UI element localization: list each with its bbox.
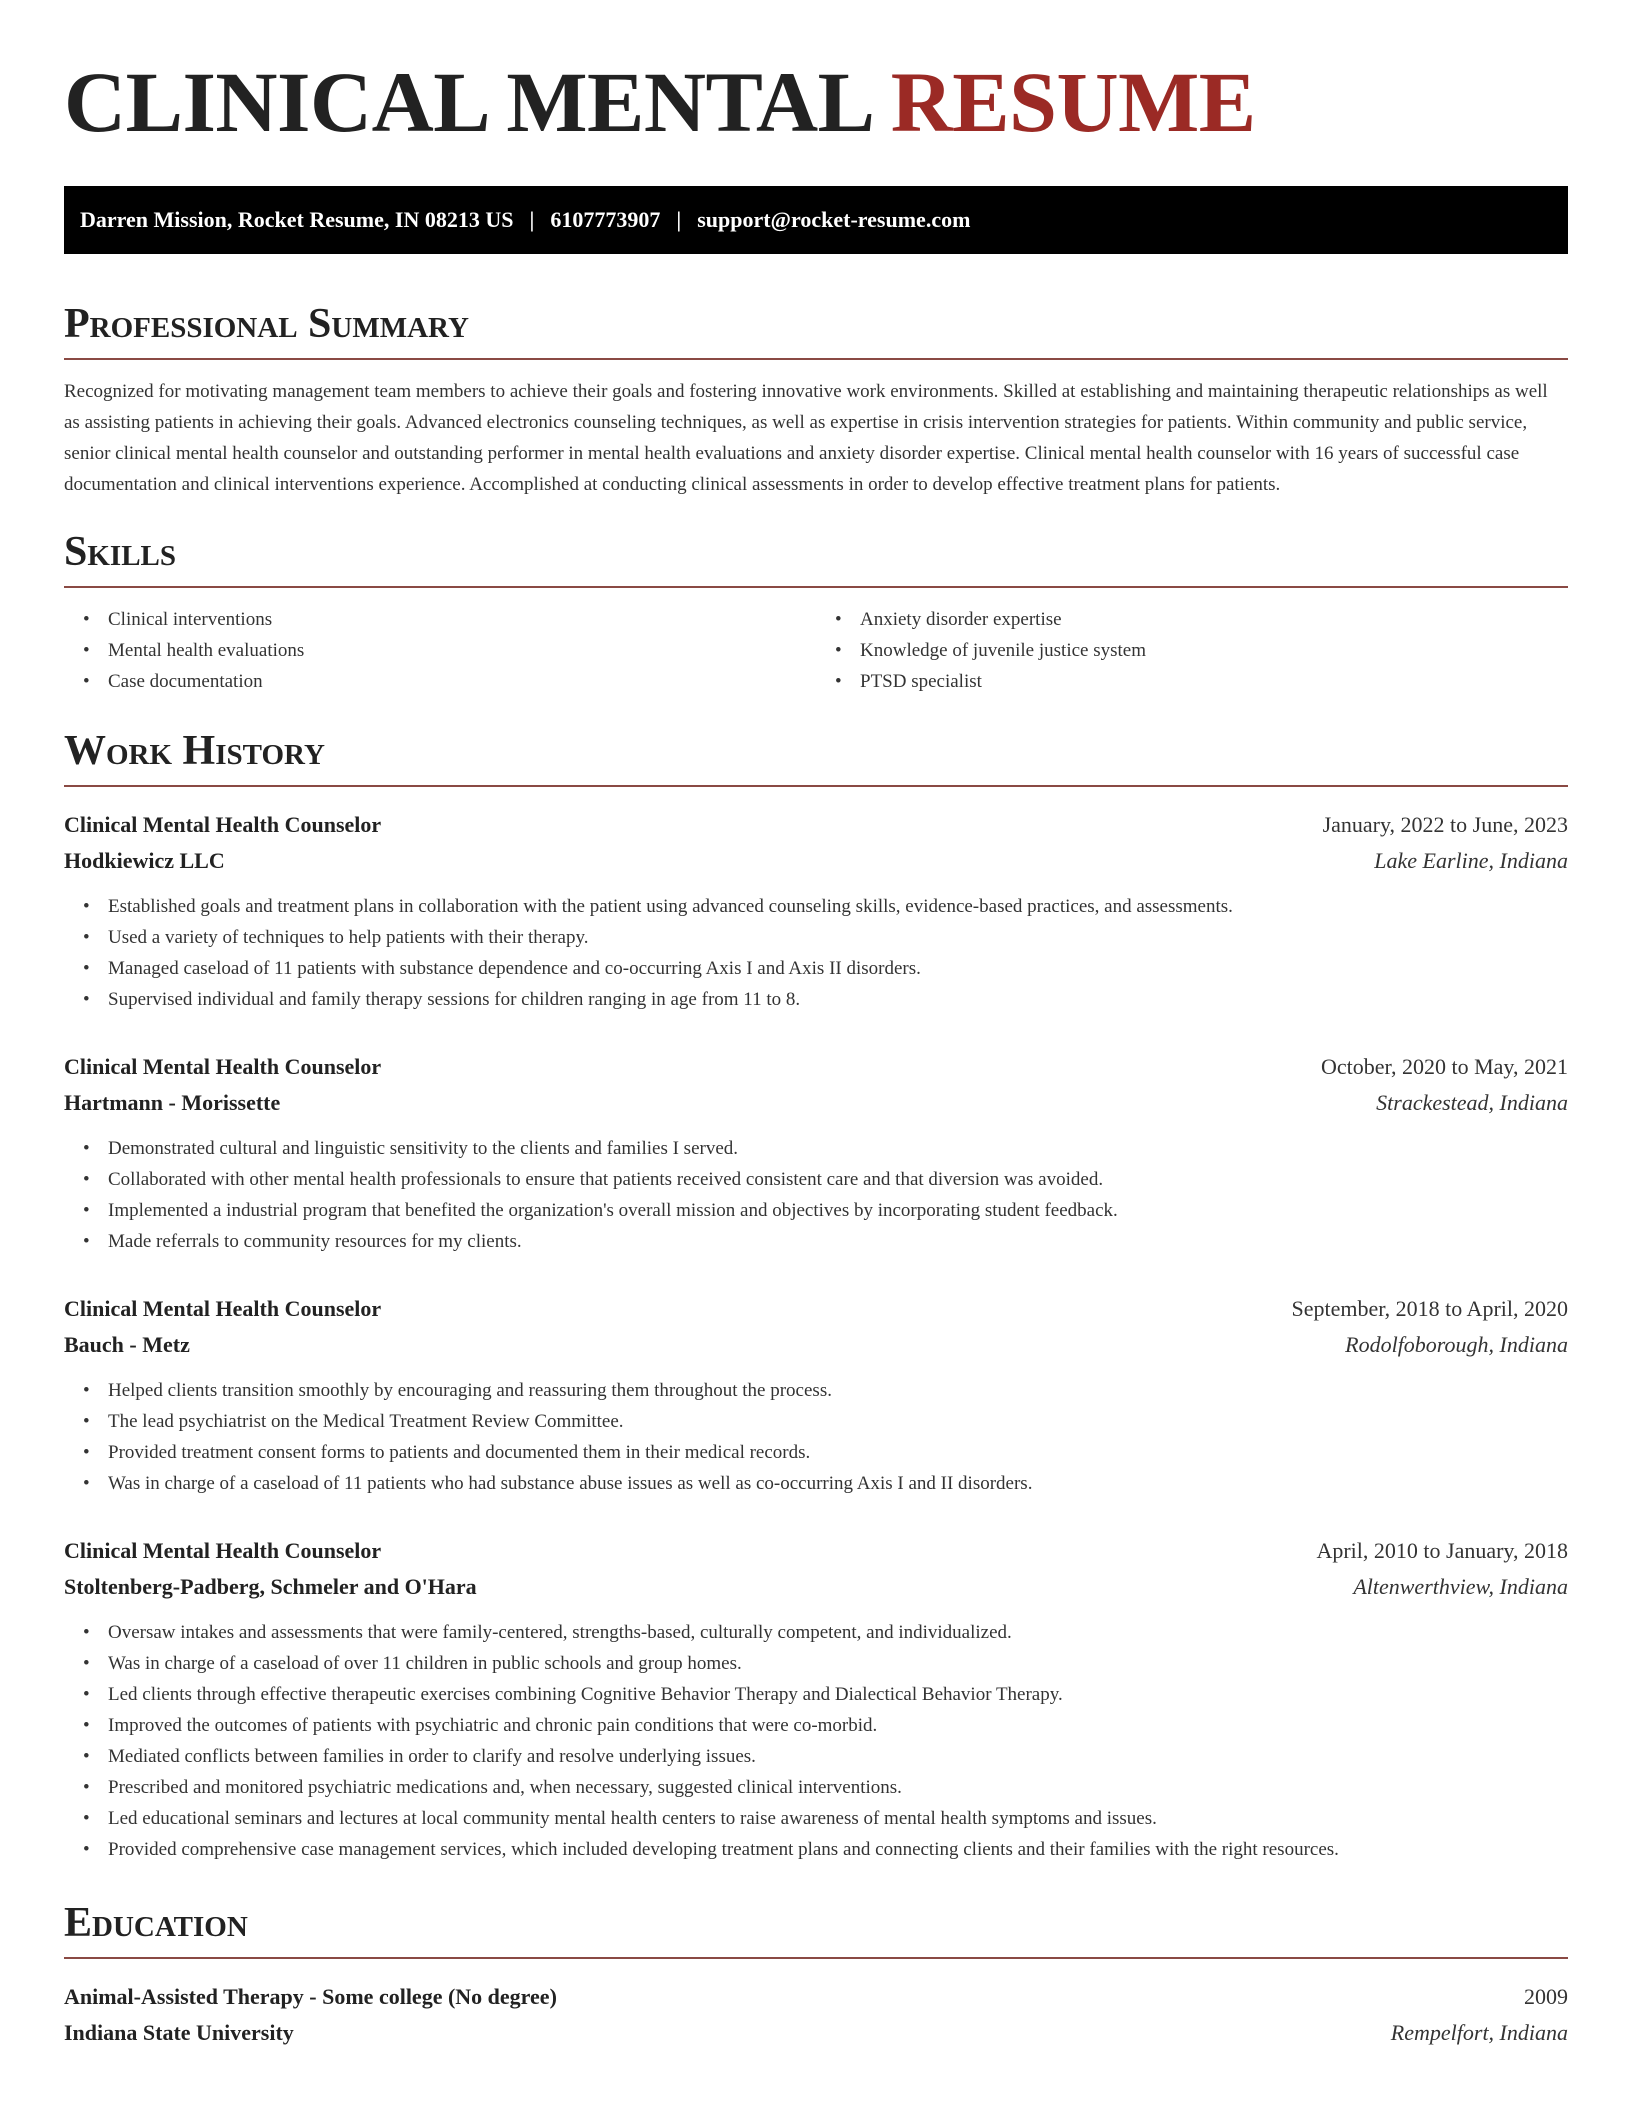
skills-list [64,604,1568,697]
title-accent: RESUME [890,54,1256,150]
job-location: Strackestead, Indiana [1376,1090,1568,1115]
bullet-icon: • [83,1411,90,1432]
job-duty: • Was in charge of a caseload of over 11 children in public schools and group homes. [64,1648,1568,1679]
contact-phone[interactable]: 6107773907 [550,207,661,232]
bullet-icon: • [83,1684,90,1705]
job-title: Clinical Mental Health Counselor [64,1296,382,1321]
work-history-heading: Work History [64,727,1568,787]
job-dates: September, 2018 to April, 2020 [1291,1296,1568,1321]
education-heading: Education [64,1899,1568,1959]
bullet-icon: • [83,1777,90,1798]
job-duties [64,1617,1568,1865]
bullet-icon: • [83,1473,90,1494]
skill-item: • Case documentation [64,666,816,697]
bullet-icon: • [83,1138,90,1159]
job-duty: • Oversaw intakes and assessments that were family-centered, strengths-based, culturally competent, and individualized. [64,1617,1568,1648]
bullet-icon: • [83,609,90,630]
job-duties [64,891,1568,1015]
skill-item: • PTSD specialist [816,666,1568,697]
job-title: Clinical Mental Health Counselor [64,1054,382,1079]
education-location: Rempelfort, Indiana [1390,2020,1568,2045]
bullet-icon: • [83,958,90,979]
job-dates: October, 2020 to May, 2021 [1321,1054,1568,1079]
summary-heading: Professional Summary [64,300,1568,360]
job-duty: • Established goals and treatment plans in collaboration with the patient using advanced counseling skills, evidence-based practices, and assessments. [64,891,1568,922]
job-duty: • Supervised individual and family therapy sessions for children ranging in age from 11 to 8. [64,984,1568,1015]
bullet-icon: • [835,609,842,630]
job-duty: • Led clients through effective therapeutic exercises combining Cognitive Behavior Therapy and Dialectical Behavior Therapy. [64,1679,1568,1710]
summary-text: Recognized for motivating management team members to achieve their goals and fostering innovative work environments. Skilled at establishing and maintaining therapeutic relationships as well as assisting patients in achieving their goals. Advanced electronics counseling techniques, as well as expertise in crisis intervention strategies for patients. Within community and public service, senior clinical mental health counselor and outstanding performer in mental health evaluations and anxiety disorder expertise. Clinical mental health counselor with 16 years of successful case documentation and clinical interventions experience. Accomplished at conducting clinical assessments in order to develop effective treatment plans for patients. [64,381,1548,495]
bullet-icon: • [83,1442,90,1463]
job-duty: • Implemented a industrial program that benefited the organization's overall mission and objectives by incorporating student feedback. [64,1195,1568,1226]
job-duty: • Made referrals to community resources for my clients. [64,1226,1568,1257]
skill-item: • Mental health evaluations [64,635,816,666]
skills-heading: Skills [64,528,1568,588]
job-duty: • Demonstrated cultural and linguistic sensitivity to the clients and families I served. [64,1133,1568,1164]
bullet-icon: • [83,927,90,948]
job-company: Stoltenberg-Padberg, Schmeler and O'Hara [64,1574,477,1599]
bullet-icon: • [83,1380,90,1401]
job-dates: January, 2022 to June, 2023 [1322,812,1568,837]
bullet-icon: • [835,640,842,661]
contact-address: Darren Mission, Rocket Resume, IN 08213 US [80,207,514,232]
bullet-icon: • [83,640,90,661]
skill-item: • Knowledge of juvenile justice system [816,635,1568,666]
job-duty: • Improved the outcomes of patients with psychiatric and chronic pain conditions that were co-morbid. [64,1710,1568,1741]
skill-item: • Clinical interventions [64,604,816,635]
job-company: Hodkiewicz LLC [64,848,225,873]
education-degree: Animal-Assisted Therapy - Some college (No degree) [64,1984,557,2009]
bullet-icon: • [83,1839,90,1860]
job-duty: • Collaborated with other mental health professionals to ensure that patients received consistent care and that diversion was avoided. [64,1164,1568,1195]
job-duty: • Helped clients transition smoothly by encouraging and reassuring them throughout the process. [64,1375,1568,1406]
contact-bar [64,186,1568,254]
bullet-icon: • [83,989,90,1010]
resume-title [64,56,1568,148]
contact-separator: | [529,207,535,232]
bullet-icon: • [83,896,90,917]
job-entry [64,1291,1568,1499]
job-duty: • Used a variety of techniques to help patients with their therapy. [64,922,1568,953]
job-duty: • Was in charge of a caseload of 11 patients who had substance abuse issues as well as co-occurring Axis I and II disorders. [64,1468,1568,1499]
bullet-icon: • [835,671,842,692]
skills-column-left [64,604,816,697]
job-entry [64,1533,1568,1865]
bullet-icon: • [83,1169,90,1190]
skill-item: • Anxiety disorder expertise [816,604,1568,635]
job-title: Clinical Mental Health Counselor [64,1538,382,1563]
bullet-icon: • [83,1715,90,1736]
job-company: Bauch - Metz [64,1332,190,1357]
job-duty: • Managed caseload of 11 patients with substance dependence and co-occurring Axis I and Axis II disorders. [64,953,1568,984]
job-title: Clinical Mental Health Counselor [64,812,382,837]
education-entry [64,1979,1568,2051]
job-company: Hartmann - Morissette [64,1090,281,1115]
job-entry [64,1049,1568,1257]
bullet-icon: • [83,1622,90,1643]
title-main: CLINICAL MENTAL [64,54,870,150]
bullet-icon: • [83,1200,90,1221]
contact-separator: | [676,207,682,232]
bullet-icon: • [83,1808,90,1829]
bullet-icon: • [83,1231,90,1252]
job-duty: • Provided comprehensive case management services, which included developing treatment plans and connecting clients and their families with the right resources. [64,1834,1568,1865]
job-duty: • Provided treatment consent forms to patients and documented them in their medical records. [64,1437,1568,1468]
job-dates: April, 2010 to January, 2018 [1316,1538,1568,1563]
job-duty: • The lead psychiatrist on the Medical Treatment Review Committee. [64,1406,1568,1437]
contact-email[interactable]: support@rocket-resume.com [697,207,971,232]
job-duties [64,1133,1568,1257]
education-year: 2009 [1524,1984,1568,2009]
bullet-icon: • [83,671,90,692]
job-duties [64,1375,1568,1499]
job-duty: • Led educational seminars and lectures at local community mental health centers to raise awareness of mental health symptoms and issues. [64,1803,1568,1834]
education-school: Indiana State University [64,2020,294,2045]
job-location: Lake Earline, Indiana [1374,848,1568,873]
job-duty: • Mediated conflicts between families in order to clarify and resolve underlying issues. [64,1741,1568,1772]
job-location: Rodolfoborough, Indiana [1345,1332,1568,1357]
skills-column-right [816,604,1568,697]
bullet-icon: • [83,1653,90,1674]
job-entry [64,807,1568,1015]
job-location: Altenwerthview, Indiana [1353,1574,1568,1599]
job-duty: • Prescribed and monitored psychiatric medications and, when necessary, suggested clinical interventions. [64,1772,1568,1803]
bullet-icon: • [83,1746,90,1767]
